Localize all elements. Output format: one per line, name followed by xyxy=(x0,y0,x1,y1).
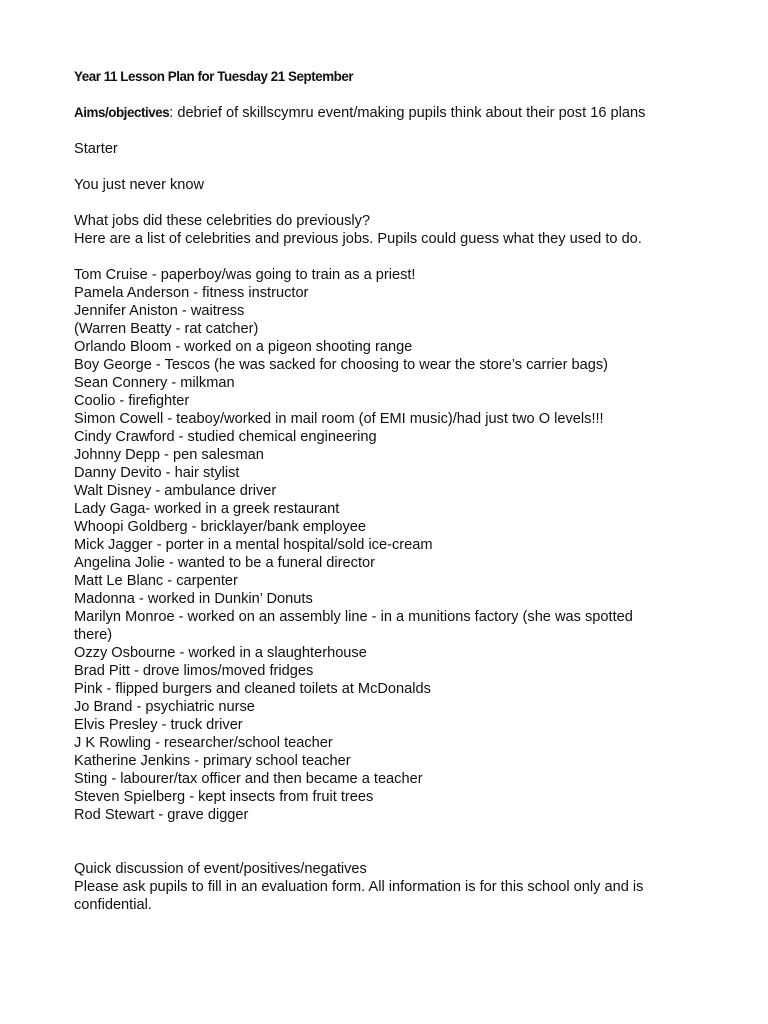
aims-line xyxy=(74,104,694,122)
list-item: Coolio - firefighter xyxy=(74,393,190,409)
list-item: Boy George - Tescos (he was sacked for choosing to wear the store’s carrier bags) xyxy=(74,357,609,373)
spacer xyxy=(74,842,694,860)
list-item: J K Rowling - researcher/school teacher xyxy=(74,735,333,751)
list-item: Simon Cowell - teaboy/worked in mail room (of EMI music)/had just two O levels!!! xyxy=(74,411,604,427)
question-line: What jobs did these celebrities do previously? xyxy=(74,213,371,229)
list-item: Whoopi Goldberg - bricklayer/bank employee xyxy=(74,519,367,535)
list-item: Steven Spielberg - kept insects from fruit trees xyxy=(74,789,374,805)
spacer xyxy=(74,824,694,842)
aims-label: Aims/objectives xyxy=(74,105,170,120)
list-item: Sean Connery - milkman xyxy=(74,375,235,391)
intro-line: Here are a list of celebrities and previous jobs. Pupils could guess what they used to do. xyxy=(74,231,642,247)
list-item: Walt Disney - ambulance driver xyxy=(74,483,277,499)
spacer xyxy=(74,158,694,176)
list-item: Jennifer Aniston - waitress xyxy=(74,303,245,319)
spacer xyxy=(74,122,694,140)
starter-heading: Starter xyxy=(74,141,118,157)
list-item: Danny Devito - hair stylist xyxy=(74,465,240,481)
list-item: Pamela Anderson - fitness instructor xyxy=(74,285,309,301)
list-item: Mick Jagger - porter in a mental hospital/sold ice-cream xyxy=(74,537,433,553)
list-item: Angelina Jolie - wanted to be a funeral director xyxy=(74,555,375,571)
list-item: Rod Stewart - grave digger xyxy=(74,807,249,823)
list-item: Lady Gaga- worked in a greek restaurant xyxy=(74,501,340,517)
evaluation-paragraph: Please ask pupils to fill in an evaluation form. All information is for this school only and is confidential. xyxy=(74,879,644,913)
list-item: Tom Cruise - paperboy/was going to train as a priest! xyxy=(74,267,416,283)
list-item: Sting - labourer/tax officer and then became a teacher xyxy=(74,771,423,787)
list-item: (Warren Beatty - rat catcher) xyxy=(74,321,259,337)
aims-text: : debrief of skillscymru event/making pupils think about their post 16 plans xyxy=(169,105,646,121)
list-item: Madonna - worked in Dunkin’ Donuts xyxy=(74,591,313,607)
celebrity-list xyxy=(74,266,694,824)
activity-title: You just never know xyxy=(74,177,205,193)
spacer xyxy=(74,86,694,104)
list-item: Brad Pitt - drove limos/moved fridges xyxy=(74,663,314,679)
list-item: Orlando Bloom - worked on a pigeon shooting range xyxy=(74,339,413,355)
spacer xyxy=(74,248,694,266)
lesson-title: Year 11 Lesson Plan for Tuesday 21 September xyxy=(74,69,354,84)
list-item: Marilyn Monroe - worked on an assembly line - in a munitions factory (she was spotted there) xyxy=(74,609,633,643)
list-item: Cindy Crawford - studied chemical engineering xyxy=(74,429,377,445)
spacer xyxy=(74,194,694,212)
list-item: Ozzy Osbourne - worked in a slaughterhouse xyxy=(74,645,367,661)
list-item: Pink - flipped burgers and cleaned toilets at McDonalds xyxy=(74,681,431,697)
list-item: Matt Le Blanc - carpenter xyxy=(74,573,238,589)
list-item: Katherine Jenkins - primary school teacher xyxy=(74,753,351,769)
list-item: Johnny Depp - pen salesman xyxy=(74,447,264,463)
discussion-line: Quick discussion of event/positives/negatives xyxy=(74,861,367,877)
list-item: Jo Brand - psychiatric nurse xyxy=(74,699,255,715)
document-page xyxy=(74,68,694,914)
list-item: Elvis Presley - truck driver xyxy=(74,717,243,733)
